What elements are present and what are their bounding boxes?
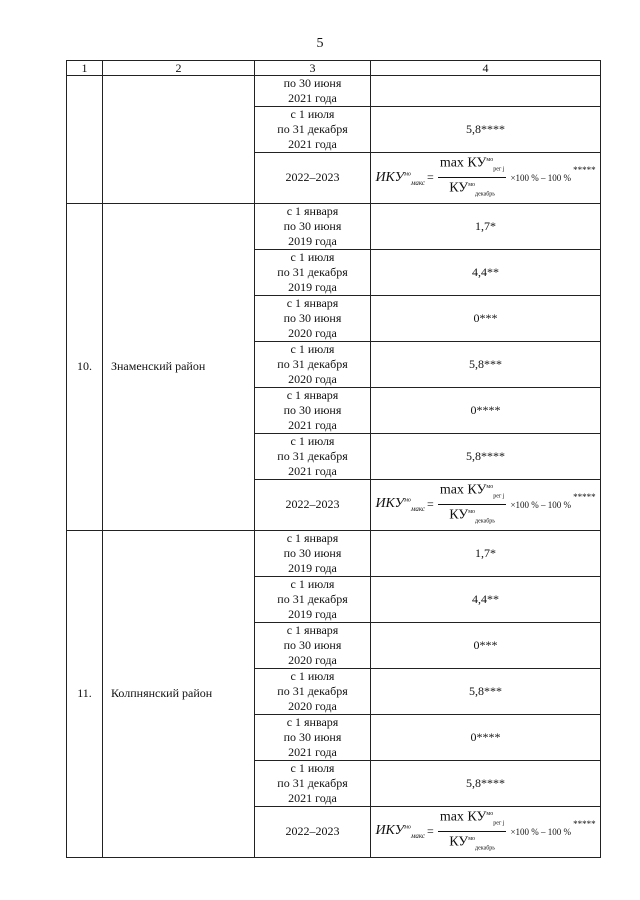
period-line: 2022–2023 bbox=[285, 497, 340, 512]
value-cell bbox=[371, 76, 601, 107]
period-line: 2019 года bbox=[288, 279, 337, 294]
value-text: 5,8**** bbox=[466, 122, 505, 136]
formula-den-sub: декабрь bbox=[475, 845, 496, 852]
period-line: 2020 года bbox=[288, 652, 337, 667]
period-line: с 1 января bbox=[286, 622, 339, 637]
formula-lhs-sup: мо bbox=[404, 824, 411, 831]
period-line: с 1 января bbox=[286, 295, 339, 310]
value-cell bbox=[371, 387, 601, 433]
formula-num-sub: рег j bbox=[493, 820, 505, 827]
formula-num-text: max КУ bbox=[439, 482, 487, 498]
formula-footnote-stars: ***** bbox=[573, 491, 596, 502]
period-line: 2021 года bbox=[288, 91, 337, 105]
formula-denominator bbox=[449, 832, 495, 856]
formula-den-sub: декабрь bbox=[475, 191, 496, 198]
formula-num-sup: мо bbox=[486, 810, 494, 817]
period-line: по 30 июня bbox=[283, 545, 342, 560]
value-text: 0*** bbox=[473, 310, 498, 325]
formula-denominator bbox=[449, 505, 495, 529]
formula-tail: ×100 % – 100 % bbox=[510, 826, 572, 837]
value-cell bbox=[371, 249, 601, 295]
formula-den-text: КУ bbox=[449, 181, 469, 197]
formula-footnote-stars: ***** bbox=[573, 818, 596, 829]
period-line: 2019 года bbox=[288, 233, 337, 248]
period-line: с 1 января bbox=[286, 203, 339, 218]
period-line: с 1 июля bbox=[290, 341, 335, 356]
value-cell bbox=[371, 433, 601, 479]
formula-den-sup: мо bbox=[468, 182, 476, 189]
period-line: по 30 июня bbox=[283, 76, 342, 90]
period-line: по 30 июня bbox=[283, 310, 342, 325]
formula-numerator bbox=[438, 153, 507, 178]
district-name: Колпнянский район bbox=[103, 530, 255, 857]
period-line: по 31 декабря bbox=[277, 264, 348, 279]
period-line: по 30 июня bbox=[283, 637, 342, 652]
value-cell bbox=[371, 153, 601, 204]
formula-denominator bbox=[449, 178, 495, 202]
formula-lhs-sub: макс bbox=[410, 832, 426, 841]
period-cell bbox=[255, 668, 371, 714]
period-line: по 31 декабря bbox=[277, 591, 348, 606]
table-row bbox=[67, 76, 601, 107]
value-text: 0**** bbox=[470, 729, 501, 744]
formula-tail: ×100 % – 100 % bbox=[510, 499, 572, 510]
period-cell bbox=[255, 203, 371, 249]
value-text: 5,8**** bbox=[466, 775, 505, 790]
value-cell bbox=[371, 530, 601, 576]
formula-fraction bbox=[438, 480, 507, 530]
period-line: с 1 июля bbox=[290, 760, 335, 775]
period-cell bbox=[255, 341, 371, 387]
formula-num-text: max КУ bbox=[439, 809, 487, 825]
header-col-1: 1 bbox=[67, 61, 103, 76]
period-line: 2020 года bbox=[288, 371, 337, 386]
formula-footnote-stars: ***** bbox=[573, 164, 596, 175]
formula-equals: = bbox=[427, 170, 434, 185]
period-line: с 1 июля bbox=[290, 249, 335, 264]
period-line: 2022–2023 bbox=[285, 824, 340, 839]
value-text: 1,7* bbox=[475, 545, 496, 560]
period-line: по 30 июня bbox=[283, 729, 342, 744]
formula-numerator bbox=[438, 480, 507, 505]
value-text: 0*** bbox=[473, 637, 498, 652]
page-number: 5 bbox=[316, 36, 324, 51]
value-text: 4,4** bbox=[472, 264, 499, 279]
header-row bbox=[67, 61, 601, 76]
period-cell bbox=[255, 714, 371, 760]
formula-den-sup: мо bbox=[468, 509, 476, 516]
period-line: с 1 июля bbox=[290, 576, 335, 591]
value-cell bbox=[371, 806, 601, 857]
district-number: 10. bbox=[67, 203, 103, 530]
formula-den-text: КУ bbox=[449, 508, 469, 524]
period-line: с 1 июля bbox=[290, 668, 335, 683]
formula-expression bbox=[375, 153, 595, 203]
formula-lhs-text: ИКУ bbox=[375, 496, 405, 512]
period-cell bbox=[255, 479, 371, 530]
district-number: 11. bbox=[67, 530, 103, 857]
value-text: 4,4** bbox=[472, 591, 499, 606]
value-text: 5,8**** bbox=[466, 448, 505, 463]
period-line: 2019 года bbox=[288, 560, 337, 575]
formula-lhs-text: ИКУ bbox=[375, 169, 405, 185]
formula-num-sub: рег j bbox=[493, 493, 505, 500]
formula-lhs-sub: макс bbox=[410, 505, 426, 514]
formula-num-text: max КУ bbox=[439, 155, 487, 171]
value-cell bbox=[371, 760, 601, 806]
formula-num-sup: мо bbox=[486, 157, 494, 163]
period-cell bbox=[255, 760, 371, 806]
period-cell bbox=[255, 806, 371, 857]
formula-lhs bbox=[375, 170, 425, 187]
period-line: 2021 года bbox=[288, 137, 337, 151]
value-cell bbox=[371, 622, 601, 668]
period-line: с 1 января bbox=[286, 714, 339, 729]
period-line: 2019 года bbox=[288, 606, 337, 621]
formula-numerator bbox=[438, 807, 507, 832]
formula-lhs-sup: мо bbox=[404, 497, 411, 504]
formula-equals: = bbox=[427, 497, 434, 512]
table-row bbox=[67, 203, 601, 249]
period-line: 2020 года bbox=[288, 325, 337, 340]
value-text: 5,8*** bbox=[469, 356, 502, 371]
period-cell bbox=[255, 530, 371, 576]
period-line: по 30 июня bbox=[283, 402, 342, 417]
header-col-4: 4 bbox=[371, 61, 601, 76]
period-cell bbox=[255, 249, 371, 295]
period-line: с 1 июля bbox=[290, 107, 335, 121]
period-line: 2020 года bbox=[288, 698, 337, 713]
value-cell bbox=[371, 576, 601, 622]
value-cell bbox=[371, 341, 601, 387]
formula-lhs bbox=[375, 823, 425, 840]
formula-tail: ×100 % – 100 % bbox=[510, 172, 572, 183]
period-cell bbox=[255, 387, 371, 433]
value-cell bbox=[371, 203, 601, 249]
value-text: 1,7* bbox=[475, 218, 496, 233]
period-line: 2022–2023 bbox=[285, 170, 340, 185]
period-cell bbox=[255, 153, 371, 204]
period-line: с 1 января bbox=[286, 387, 339, 402]
formula-expression bbox=[375, 807, 595, 857]
formula-lhs-sub: макс bbox=[410, 178, 426, 187]
formula-num-sub: рег j bbox=[493, 166, 505, 173]
period-line: с 1 января bbox=[286, 530, 339, 545]
value-cell bbox=[371, 479, 601, 530]
period-cell bbox=[255, 295, 371, 341]
period-line: по 31 декабря bbox=[277, 448, 348, 463]
period-cell bbox=[255, 107, 371, 153]
period-cell bbox=[255, 576, 371, 622]
header-col-3: 3 bbox=[255, 61, 371, 76]
period-line: 2021 года bbox=[288, 417, 337, 432]
period-line: по 31 декабря bbox=[277, 122, 348, 136]
period-cell bbox=[255, 433, 371, 479]
district-number bbox=[67, 76, 103, 204]
value-text: 5,8*** bbox=[469, 683, 502, 698]
district-name: Знаменский район bbox=[103, 203, 255, 530]
period-line: по 31 декабря bbox=[277, 775, 348, 790]
period-cell bbox=[255, 622, 371, 668]
value-cell bbox=[371, 107, 601, 153]
period-line: с 1 июля bbox=[290, 433, 335, 448]
value-cell bbox=[371, 295, 601, 341]
table-row bbox=[67, 530, 601, 576]
formula-den-sub: декабрь bbox=[475, 518, 496, 525]
formula-den-text: КУ bbox=[449, 834, 469, 850]
formula-num-sup: мо bbox=[486, 483, 494, 490]
value-text: 0**** bbox=[470, 402, 501, 417]
district-name bbox=[103, 76, 255, 204]
period-line: по 30 июня bbox=[283, 218, 342, 233]
period-line: 2021 года bbox=[288, 463, 337, 478]
formula-fraction bbox=[438, 807, 507, 857]
period-line: 2021 года bbox=[288, 744, 337, 759]
formula-den-sup: мо bbox=[468, 836, 476, 843]
period-line: по 31 декабря bbox=[277, 683, 348, 698]
formula-lhs-sup: мо bbox=[404, 170, 411, 177]
tariff-table bbox=[66, 60, 601, 858]
value-cell bbox=[371, 714, 601, 760]
value-cell bbox=[371, 668, 601, 714]
header-col-2: 2 bbox=[103, 61, 255, 76]
period-line: 2021 года bbox=[288, 790, 337, 805]
period-line: по 31 декабря bbox=[277, 356, 348, 371]
formula-lhs bbox=[375, 496, 425, 513]
period-cell bbox=[255, 76, 371, 107]
formula-equals: = bbox=[427, 824, 434, 839]
formula-fraction bbox=[438, 153, 507, 203]
formula-expression bbox=[375, 480, 595, 530]
formula-lhs-text: ИКУ bbox=[375, 823, 405, 839]
